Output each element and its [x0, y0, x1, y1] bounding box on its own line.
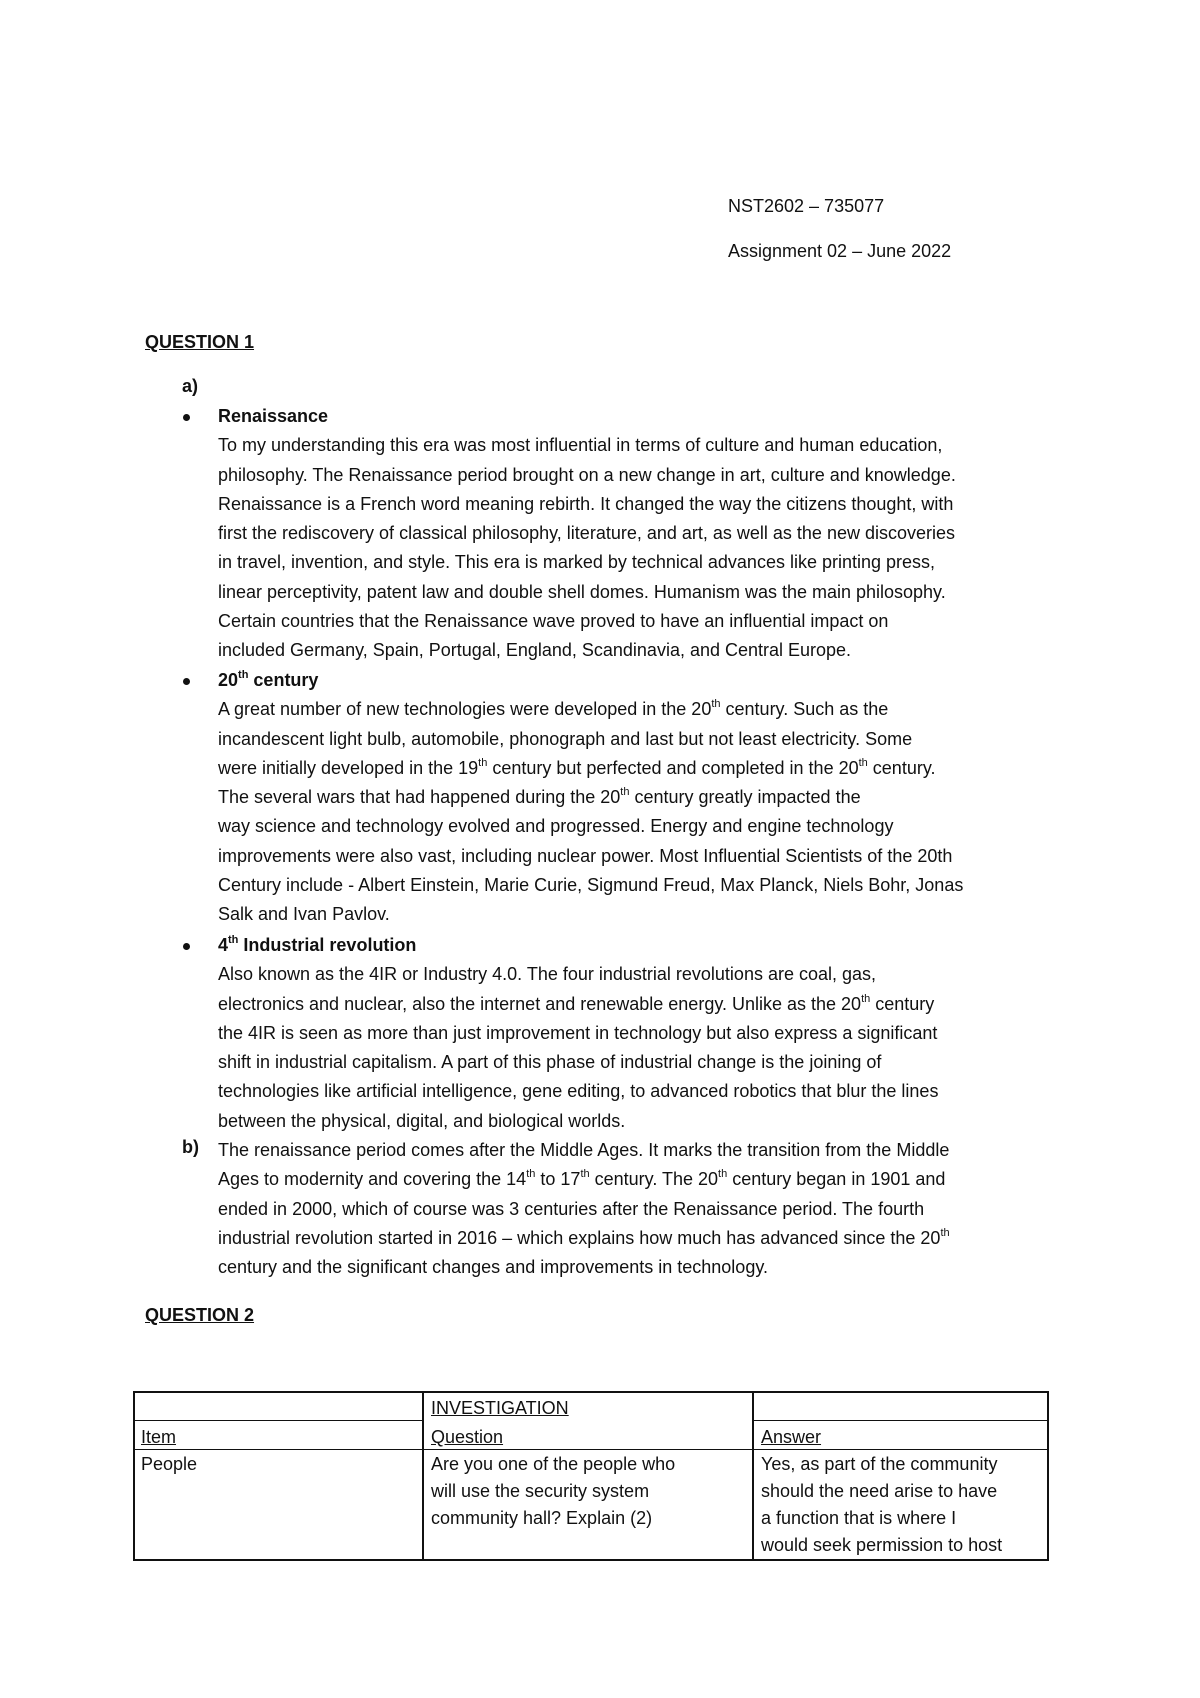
table-rule — [135, 1449, 1049, 1450]
table-header-question: Question — [431, 1427, 504, 1447]
part-b-line: industrial revolution started in 2016 – which explains how much has advanced since the 20th — [218, 1226, 950, 1248]
industrial-revolution-section — [218, 931, 1073, 1136]
century-20-line: Century include - Albert Einstein, Marie Curie, Sigmund Freud, Max Planck, Niels Bohr, Jonas — [218, 875, 964, 896]
industrial-revolution-title: 4th Industrial revolution — [218, 934, 417, 955]
renaissance-line: Renaissance is a French word meaning rebirth. It changed the way the citizens thought, with — [218, 493, 954, 514]
century-20-line: improvements were also vast, including nuclear power. Most Influential Scientists of the 20th — [218, 845, 953, 866]
table-cell-line: would seek permission to host — [761, 1535, 1003, 1555]
century-20-line: incandescent light bulb, automobile, phonograph and last but not least electricity. Some — [218, 728, 913, 749]
table-cell-answer — [761, 1451, 1002, 1559]
course-code: NST2602 – 735077 — [728, 196, 885, 216]
table-rule — [135, 1420, 422, 1421]
table-header-item: Item — [141, 1427, 177, 1447]
table-cell-line: Yes, as part of the community — [761, 1454, 998, 1474]
industrial-revolution-line: Also known as the 4IR or Industry 4.0. The four industrial revolutions are coal, gas, — [218, 964, 877, 985]
century-20-line: Salk and Ivan Pavlov. — [218, 904, 390, 925]
table-cell-question — [431, 1451, 675, 1532]
table-column-divider — [422, 1393, 424, 1559]
century-20-line: The several wars that had happened during the 20th century greatly impacted the — [218, 786, 861, 808]
part-a-label: a) — [182, 376, 199, 396]
part-b-line: Ages to modernity and covering the 14th to 17th century. The 20th century began in 1901 and — [218, 1168, 946, 1190]
table-group-header: INVESTIGATION — [431, 1398, 569, 1418]
question-1-title: QUESTION 1 — [145, 332, 255, 352]
century-20-line: were initially developed in the 19th century but perfected and completed in the 20th century. — [218, 756, 936, 778]
part-b-label: b) — [182, 1137, 199, 1157]
industrial-revolution-line: electronics and nuclear, also the internet and renewable energy. Unlike as the 20th century — [218, 992, 935, 1014]
renaissance-line: To my understanding this era was most influential in terms of culture and human education, — [218, 435, 943, 456]
table-rule — [752, 1420, 1049, 1421]
assignment-title: Assignment 02 – June 2022 — [728, 241, 952, 261]
century-20-line: A great number of new technologies were developed in the 20th century. Such as the — [218, 698, 889, 720]
renaissance-line: philosophy. The Renaissance period brought on a new change in art, culture and knowledge. — [218, 464, 956, 485]
renaissance-section — [218, 402, 1073, 666]
industrial-revolution-line: shift in industrial capitalism. A part of this phase of industrial change is the joining of — [218, 1052, 882, 1073]
bullet-icon — [183, 414, 190, 421]
renaissance-line: Certain countries that the Renaissance wave proved to have an influential impact on — [218, 611, 889, 632]
renaissance-line: first the rediscovery of classical philosophy, literature, and art, as well as the new discoveries — [218, 523, 955, 544]
table-cell-line: will use the security system — [431, 1481, 650, 1501]
renaissance-line: in travel, invention, and style. This era is marked by technical advances like printing press, — [218, 552, 936, 573]
renaissance-title: Renaissance — [218, 406, 329, 426]
table-cell-line: should the need arise to have — [761, 1481, 998, 1501]
part-b-line: ended in 2000, which of course was 3 centuries after the Renaissance period. The fourth — [218, 1198, 925, 1219]
century-20-section — [218, 666, 1073, 930]
industrial-revolution-line: the 4IR is seen as more than just improvement in technology but also express a significant — [218, 1022, 938, 1043]
investigation-table — [133, 1391, 1049, 1561]
industrial-revolution-line: technologies like artificial intelligence, gene editing, to advanced robotics that blur the lines — [218, 1081, 939, 1102]
part-b-line: century and the significant changes and improvements in technology. — [218, 1257, 768, 1278]
part-b-section — [218, 1136, 1073, 1282]
bullet-icon — [183, 943, 190, 950]
century-20-title: 20th century — [218, 669, 319, 690]
century-20-line: way science and technology evolved and progressed. Energy and engine technology — [218, 816, 894, 837]
renaissance-line: included Germany, Spain, Portugal, England, Scandinavia, and Central Europe. — [218, 640, 852, 661]
table-column-divider — [752, 1393, 754, 1559]
renaissance-line: linear perceptivity, patent law and double shell domes. Humanism was the main philosophy. — [218, 581, 946, 602]
table-cell-line: Are you one of the people who — [431, 1454, 676, 1474]
bullet-icon — [183, 678, 190, 685]
table-cell-line: a function that is where I — [761, 1508, 957, 1528]
table-cell-line: community hall? Explain (2) — [431, 1508, 653, 1528]
table-header-answer: Answer — [761, 1427, 822, 1447]
industrial-revolution-line: between the physical, digital, and biological worlds. — [218, 1110, 626, 1131]
question-2-title: QUESTION 2 — [145, 1305, 255, 1325]
table-cell-item: People — [141, 1454, 198, 1474]
part-b-line: The renaissance period comes after the Middle Ages. It marks the transition from the Middle — [218, 1140, 950, 1160]
